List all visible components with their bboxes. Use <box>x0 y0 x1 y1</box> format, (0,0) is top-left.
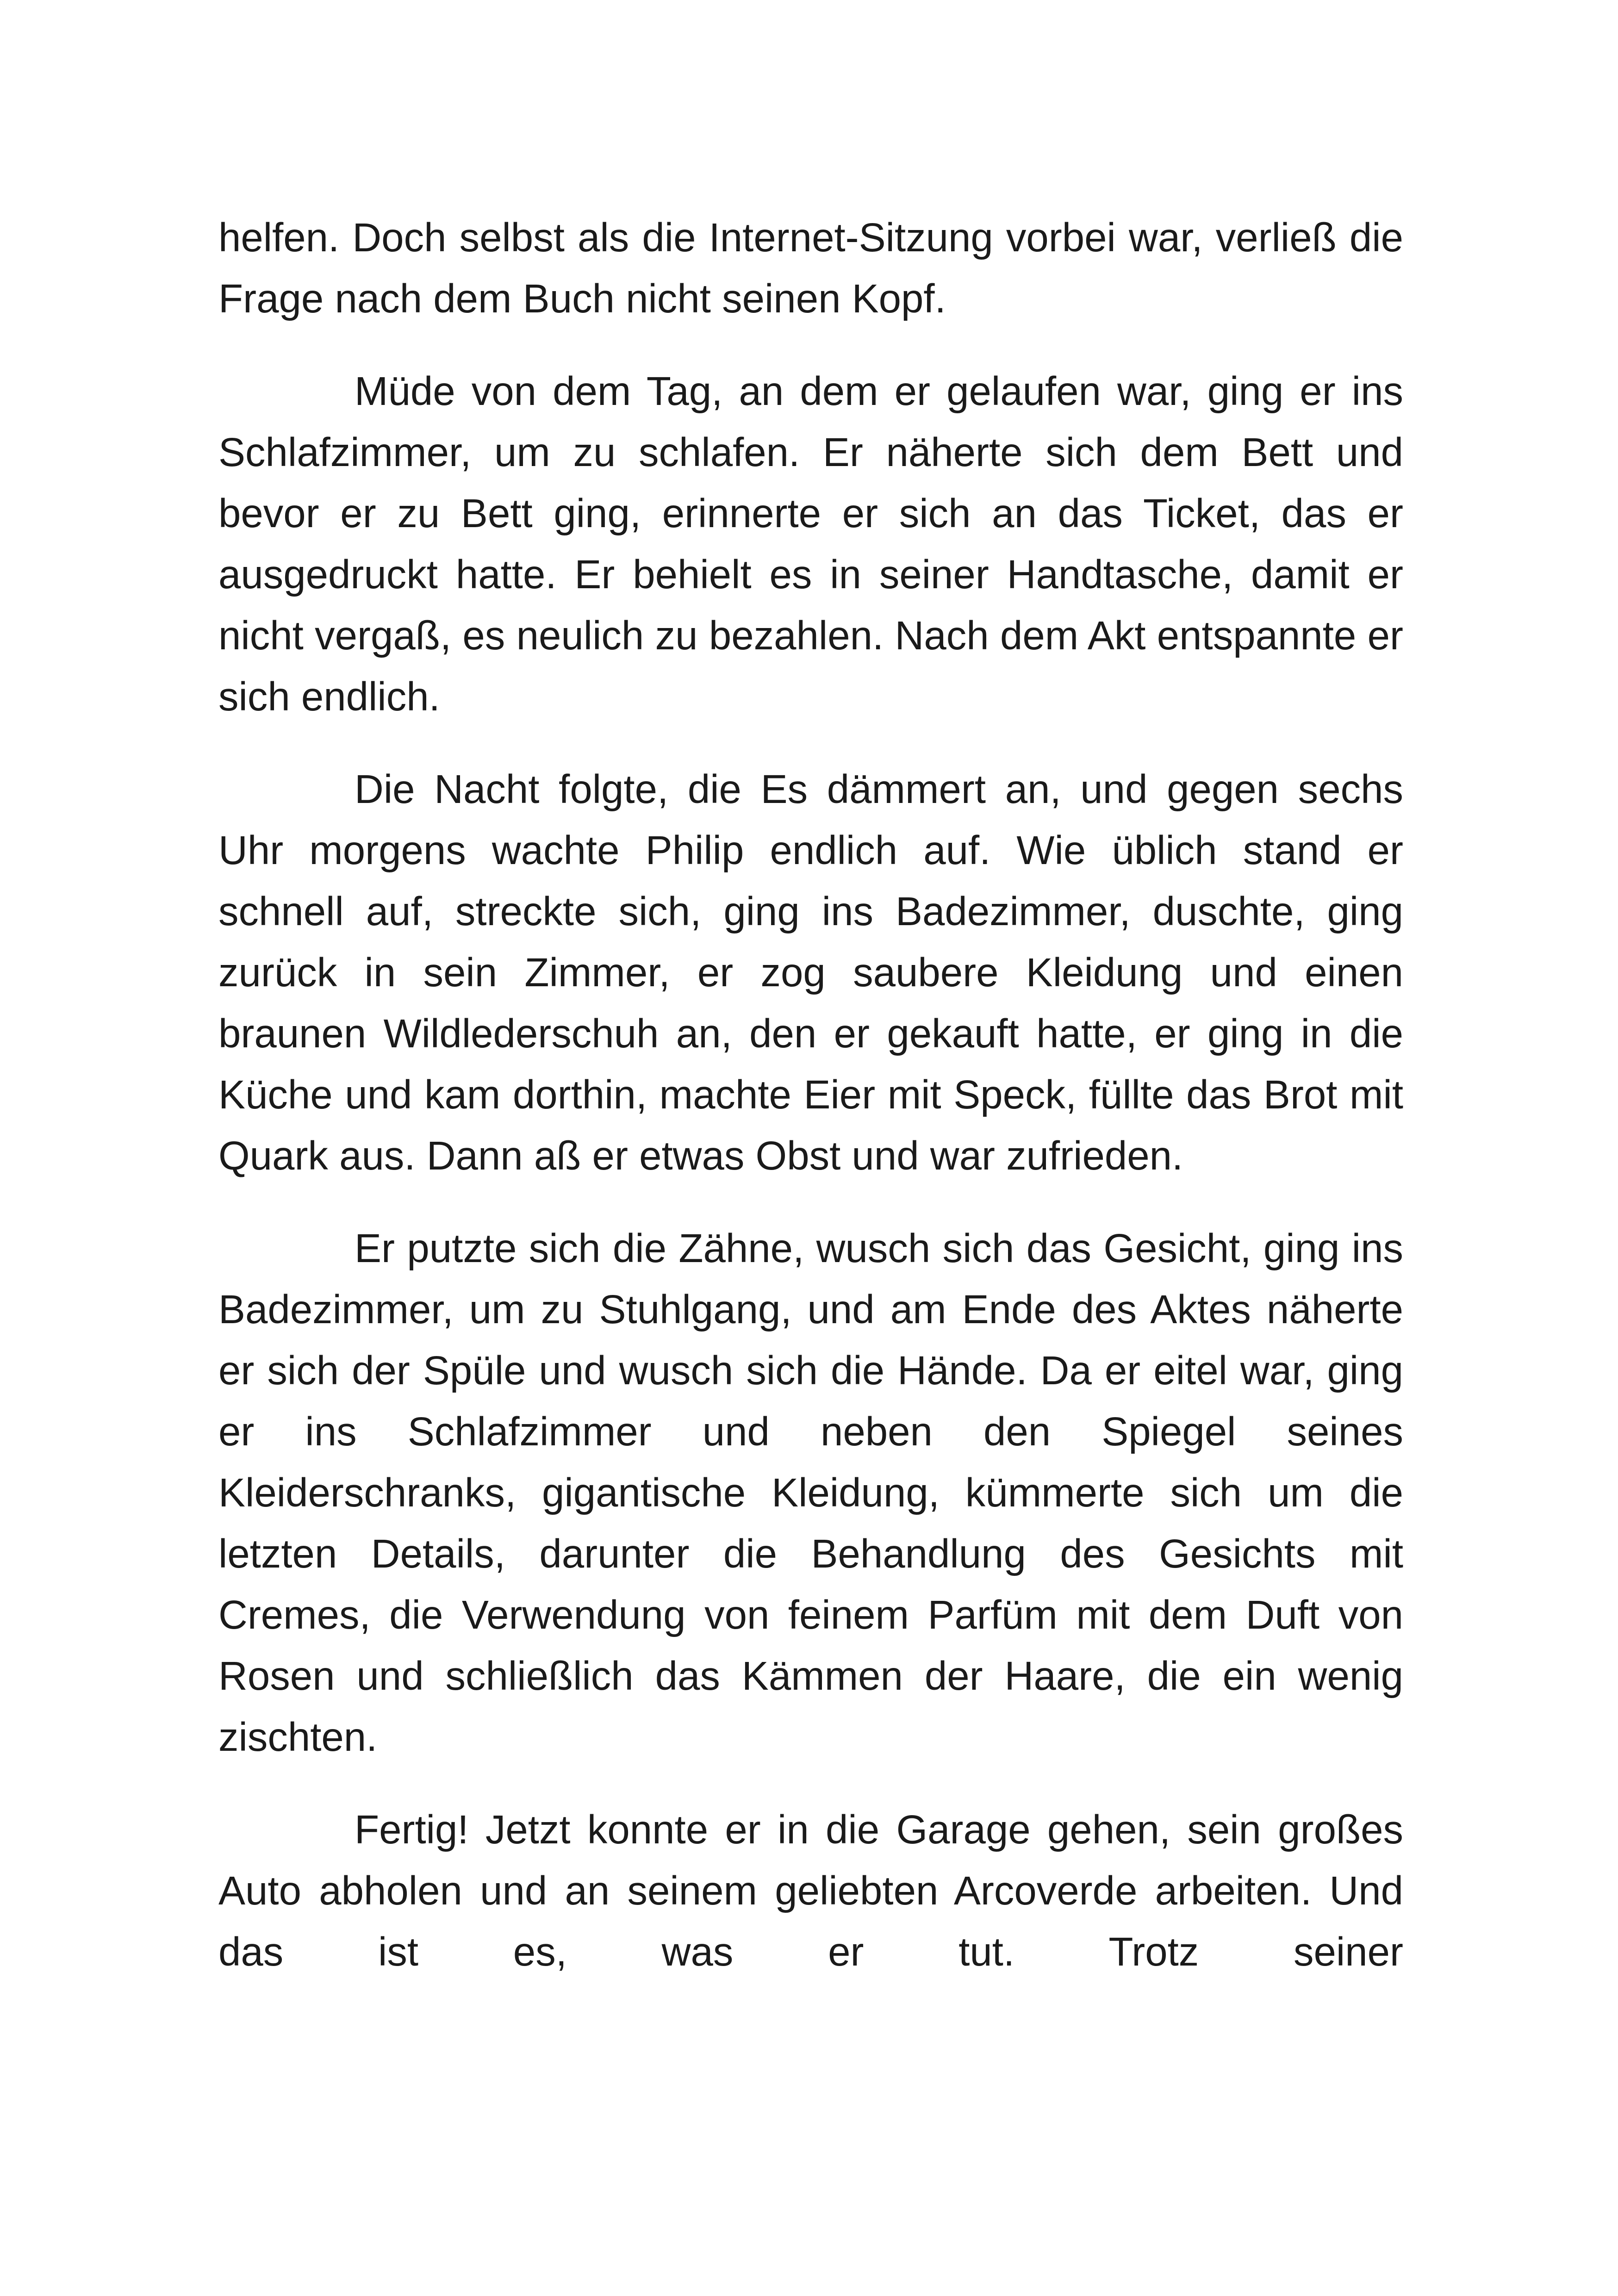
body-text <box>218 207 1403 1983</box>
paragraph-3: Die Nacht folgte, die Es dämmert an, und gegen sechs Uhr morgens wachte Philip endlich auf. Wie üblich stand er schnell auf, streckte sich, ging ins Badezimmer, duschte, ging zurück in sein Zimmer, er zog saubere Kleidung und einen braunen Wildlederschuh an, den er gekauft hatte, er ging in die Küche und kam dorthin, machte Eier mit Speck, füllte das Brot mit Quark aus. Dann aß er etwas Obst und war zufrieden. <box>218 767 1403 1178</box>
paragraph-5: Fertig! Jetzt konnte er in die Garage gehen, sein großes Auto abholen und an seinem geliebten Arcoverde arbeiten. Und das ist es, was er tut. Trotz seiner <box>218 1807 1403 1974</box>
paragraph-4: Er putzte sich die Zähne, wusch sich das Gesicht, ging ins Badezimmer, um zu Stuhlgang, und am Ende des Aktes näherte er sich der Spüle und wusch sich die Hände. Da er eitel war, ging er ins Schlafzimmer und neben den Spiegel seines Kleiderschranks, gigantische Kleidung, kümmerte sich um die letzten Details, darunter die Behandlung des Gesichts mit Cremes, die Verwendung von feinem Parfüm mit dem Duft von Rosen und schließlich das Kämmen der Haare, die ein wenig zischten. <box>218 1226 1403 1760</box>
paragraph-2: Müde von dem Tag, an dem er gelaufen war, ging er ins Schlafzimmer, um zu schlafen. Er näherte sich dem Bett und bevor er zu Bett ging, erinnerte er sich an das Ticket, das er ausgedruckt hatte. Er behielt es in seiner Handtasche, damit er nicht vergaß, es neulich zu bezahlen. Nach dem Akt entspannte er sich endlich. <box>218 369 1403 719</box>
paragraph-1: helfen. Doch selbst als die Internet-Sitzung vorbei war, verließ die Frage nach dem Buch nicht seinen Kopf. <box>218 215 1403 321</box>
